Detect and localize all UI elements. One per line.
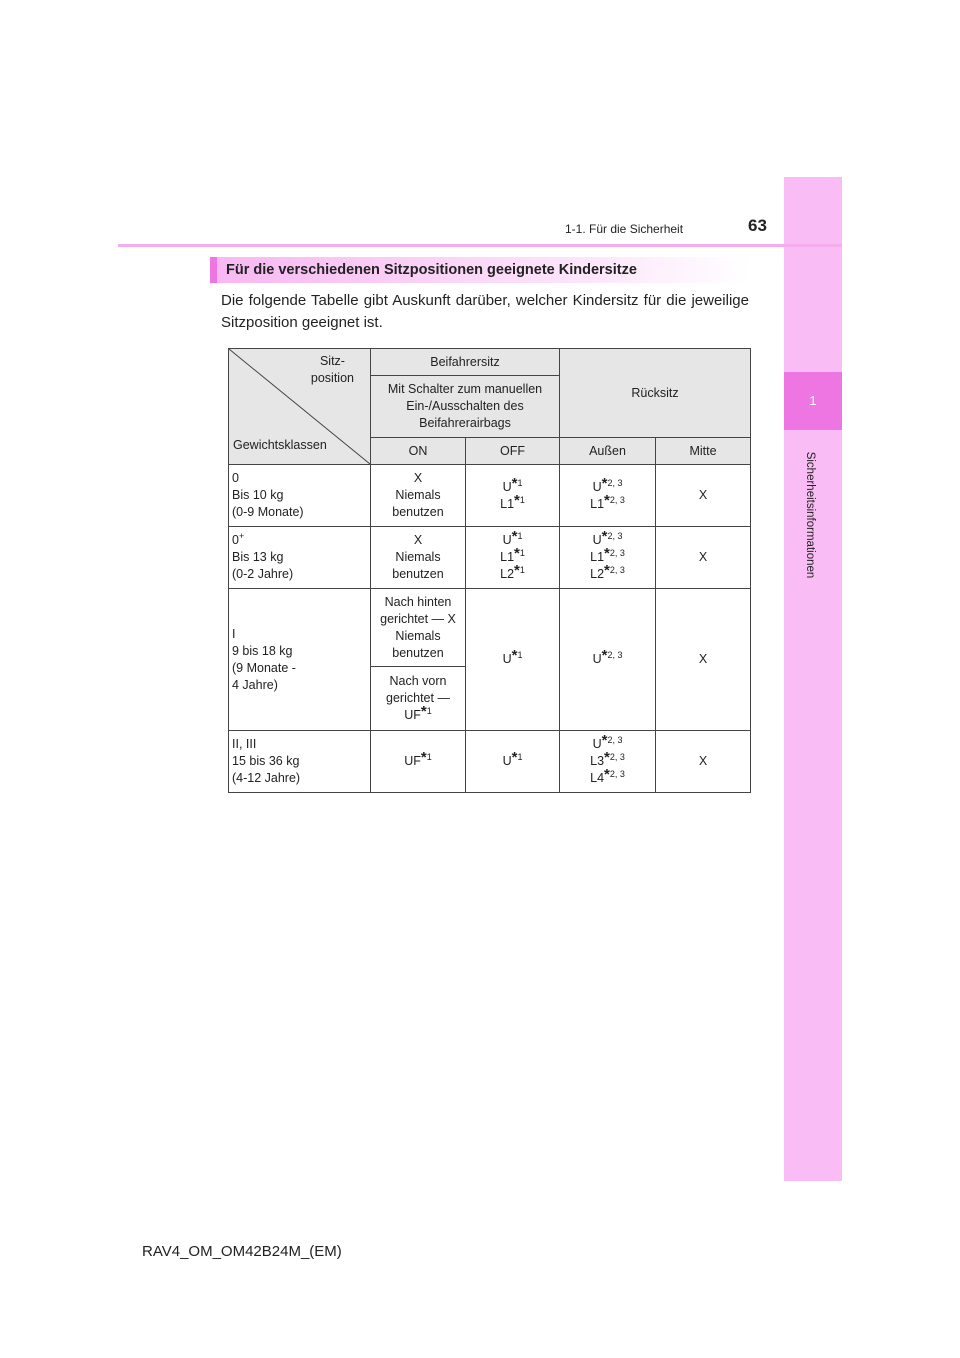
table-row (229, 465, 751, 527)
outer-cell: U*$^{2, 3}$ L1*$^{2, 3}$ L2*$^{2, 3}$ (560, 527, 656, 589)
outer-cell: U*$^{2, 3}$ L3*$^{2, 3}$ L4*$^{2, 3}$ (560, 731, 656, 793)
outer-cell: U*$^{2, 3}$ (560, 589, 656, 731)
middle-cell: X (656, 589, 751, 731)
chapter-side-tab (784, 177, 842, 1181)
corner-header-cell (229, 349, 371, 465)
airbag-switch-header: Mit Schalter zum manuellen Ein-/Ausschalten des Beifahrerairbags (371, 376, 560, 438)
chapter-number-tab: 1 (784, 372, 842, 430)
col-header-off: OFF (466, 438, 560, 465)
on-forward-facing-cell: Nach vorn gerichtet — UF*$^1$ (371, 667, 466, 731)
weight-class-cell: 0 Bis 10 kg (0-9 Monate) (229, 465, 371, 527)
corner-seat-position-label: Sitz- position (310, 354, 354, 385)
header-divider (118, 244, 842, 247)
table-row (229, 731, 751, 793)
on-cell: X Niemals benutzen (371, 527, 466, 589)
rear-seat-header: Rücksitz (560, 349, 751, 438)
middle-cell: X (656, 465, 751, 527)
middle-cell: X (656, 527, 751, 589)
weight-class-cell: 0+ Bis 13 kg (0-2 Jahre) (229, 527, 371, 589)
col-header-outer: Außen (560, 438, 656, 465)
off-cell: U*$^1$ L1*$^1$ (466, 465, 560, 527)
off-cell: U*$^1$ L1*$^1$ L2*$^1$ (466, 527, 560, 589)
page-number: 63 (748, 216, 767, 235)
on-rear-facing-cell: Nach hinten gerichtet — X Niemals benutzen (371, 589, 466, 667)
off-cell: U*$^1$ (466, 731, 560, 793)
on-cell: X Niemals benutzen (371, 465, 466, 527)
intro-paragraph: Die folgende Tabelle gibt Auskunft darüber, welcher Kindersitz für die jeweilige Sitzposition geeignet ist. (221, 292, 749, 331)
table-row (229, 527, 751, 589)
table-row (229, 589, 751, 667)
col-header-on: ON (371, 438, 466, 465)
middle-cell: X (656, 731, 751, 793)
weight-class-cell: I 9 bis 18 kg (9 Monate - 4 Jahre) (229, 589, 371, 731)
on-cell: UF*$^1$ (371, 731, 466, 793)
col-header-middle: Mitte (656, 438, 751, 465)
section-title: 1-1. Für die Sicherheit (565, 222, 684, 236)
outer-cell: U*$^{2, 3}$ L1*$^{2, 3}$ (560, 465, 656, 527)
passenger-seat-header: Beifahrersitz (371, 349, 560, 376)
document-footer-code: RAV4_OM_OM42B24M_(EM) (142, 1243, 342, 1260)
weight-class-cell: II, III 15 bis 36 kg (4-12 Jahre) (229, 731, 371, 793)
off-cell: U*$^1$ (466, 589, 560, 731)
chapter-title-vertical: Sicherheitsinformationen (804, 451, 816, 579)
subsection-heading (210, 257, 750, 283)
child-seat-table (228, 348, 751, 793)
corner-weight-class-label: Gewichtsklassen (233, 438, 327, 452)
subsection-heading-text: Für die verschiedenen Sitzpositionen geeignete Kindersitze (226, 262, 637, 278)
